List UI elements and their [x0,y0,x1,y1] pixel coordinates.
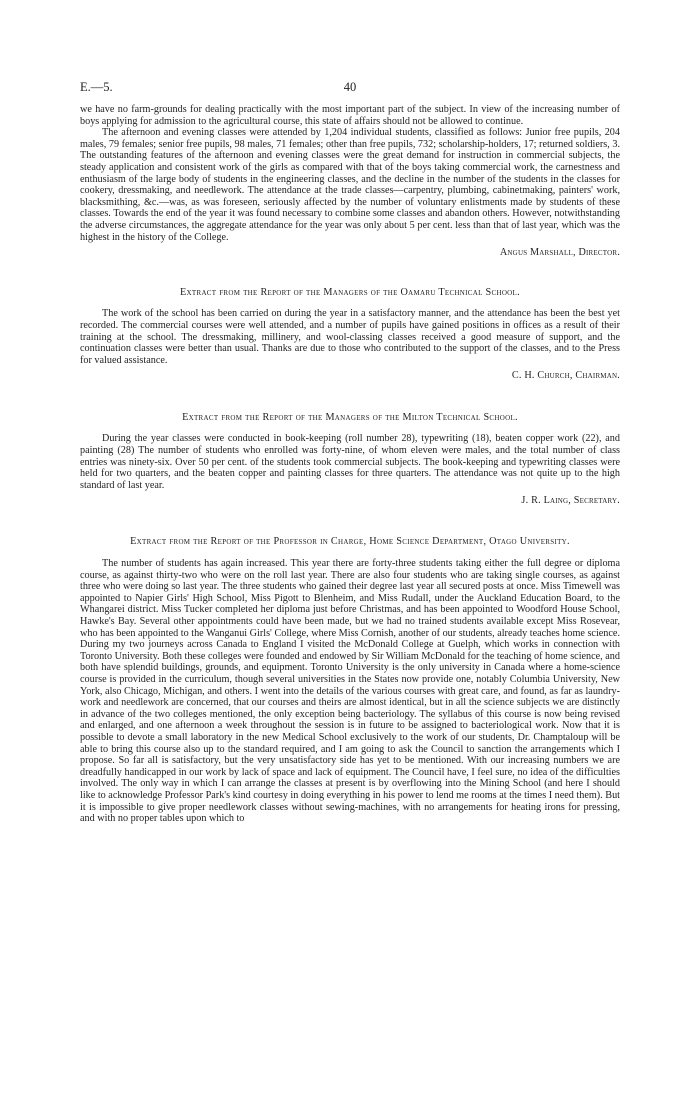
signature-milton: J. R. Laing, Secretary. [521,495,620,507]
paragraph-otago: The number of students has again increased. This year there are forty-three students taking either the full degree or diploma course, as against thirty-two who were on the roll last year. There are also four students who are taking single courses, as against three who were doing so last year. The three students who gained their degree last year all secured posts at once. Miss Timewell was appointed to Napier Girls' High School, Miss Pigott to Blenheim, and Miss Rudall, under the Auckland Education Board, to the Whangarei district. Miss Tucker completed her diploma just before Christmas, and has been appointed to Woodford House School, Hawke's Bay. Several other appointments could have been made, but we had no trained students available except Miss Rosevear, who has been appointed to the Wanganui Girls' College, where Miss Cornish, another of our students, already teaches home science. During my two journeys across Canada to England I visited the McDonald College at Guelph, which works in connection with Toronto University. Both these colleges were founded and endowed by Sir William McDonald for the teaching of home science, and both have splendid buildings, grounds, and equipment. Toronto University is the only university in Canada where a home-science course is provided in the curriculum, though several universities in the States now provide one, notably Columbia University, New York, also Chicago, Michigan, and others. I went into the details of the various courses with great care, and found, as far as laundry-work and needlework are concerned, that our courses and theirs are almost identical, but in all the science subjects we are distinctly in advance of the two colleges mentioned, the only exception being bacteriology. The syllabus of this course is now being revised and enlarged, and one afternoon a week throughout the session is in future to be assigned to bacteriological work. Now that it is possible to devote a small laboratory in the new Medical School exclusively to the work of our students, Dr. Champtaloup will be able to bring this course also up to the standard required, and I am going to ask the Council to sanction the arrangements which I propose. So far all is satisfactory, but the very unsatisfactory side has yet to be mentioned. With our increasing numbers we are dreadfully handicapped in our work by lack of space and lack of equipment. The Council have, I feel sure, no idea of the difficulties involved. The only way in which I can arrange the classes at present is by overflowing into the Mining School (and here I should like to acknowledge Professor Park's kind courtesy in doing everything in his power to lend me rooms at the times I need them). But it is impossible to give proper needlework classes without sewing-machines, with no arrangements for heating irons for pressing, and with no proper tables upon which to [80,558,620,825]
section-title-oamaru: Extract from the Report of the Managers of the Oamaru Technical School. [180,286,520,298]
section-title-otago: Extract from the Report of the Professor in Charge, Home Science Department, Otago University. [130,536,570,548]
document-reference: E.—5. [80,80,113,94]
page-body [80,104,620,825]
section-title-milton: Extract from the Report of the Managers of the Milton Technical School. [182,411,518,423]
paragraph-oamaru: The work of the school has been carried on during the year in a satisfactory manner, and the attendance has been the best yet recorded. The commercial courses were well attended, and a number of pupils have gained positions in offices as a result of their training at the school. The dressmaking, millinery, and wool-classing classes received a good measure of support, and the continuation classes were better than usual. Thanks are due to those who contributed to the support of the classes, and to the Press for valued assistance. [80,308,620,366]
signature-director: Angus Marshall, Director. [499,247,620,259]
paragraph-continuation: we have no farm-grounds for dealing practically with the most important part of the subject. In view of the increasing number of boys applying for admission to the agricultural course, this state of affairs should not be allowed to continue. [80,104,620,127]
paragraph-milton: During the year classes were conducted in book-keeping (roll number 28), typewriting (18), beaten copper work (22), and painting (28) The number of students who enrolled was forty-nine, of whom eleven were males, and the total number of class entries was ninety-six. Over 50 per cent. of the students took commercial subjects. The book-keeping and typewriting classes were held for two quarters, and the beaten copper and painting classes for three quarters. The attendance was not quite up to the high standard of last year. [80,433,620,491]
paragraph-classes: The afternoon and evening classes were attended by 1,204 individual students, classified as follows: Junior free pupils, 204 males, 79 females; senior free pupils, 98 males, 71 females; other than free pupils, 732; scholarship-holders, 17; returned soldiers, 3. The outstanding features of the afternoon and evening classes were the great demand for instruction in commercial subjects, the steady application and consistent work of the girls as compared with that of the boys taking commercial work, the carnestness and enthusiasm of the large body of students in the engineering classes, and the decline in the number of the students in the classes for cookery, dressmaking, and needlework. The attendance at the trade classes—carpentry, plumbing, cabinetmaking, painters' work, blacksmithing, &c.—was, as was foreseen, seriously affected by the number of voluntary enlistments made by students of these classes. Towards the end of the year it was found necessary to combine some classes and abandon others. However, notwithstanding the adverse circumstances, the aggregate attendance for the year was only about 5 per cent. less than that of last year, which was the highest in the history of the College. [80,127,620,243]
page-number: 40 [343,80,357,94]
page-header [80,80,620,96]
signature-oamaru: C. H. Church, Chairman. [511,370,620,382]
